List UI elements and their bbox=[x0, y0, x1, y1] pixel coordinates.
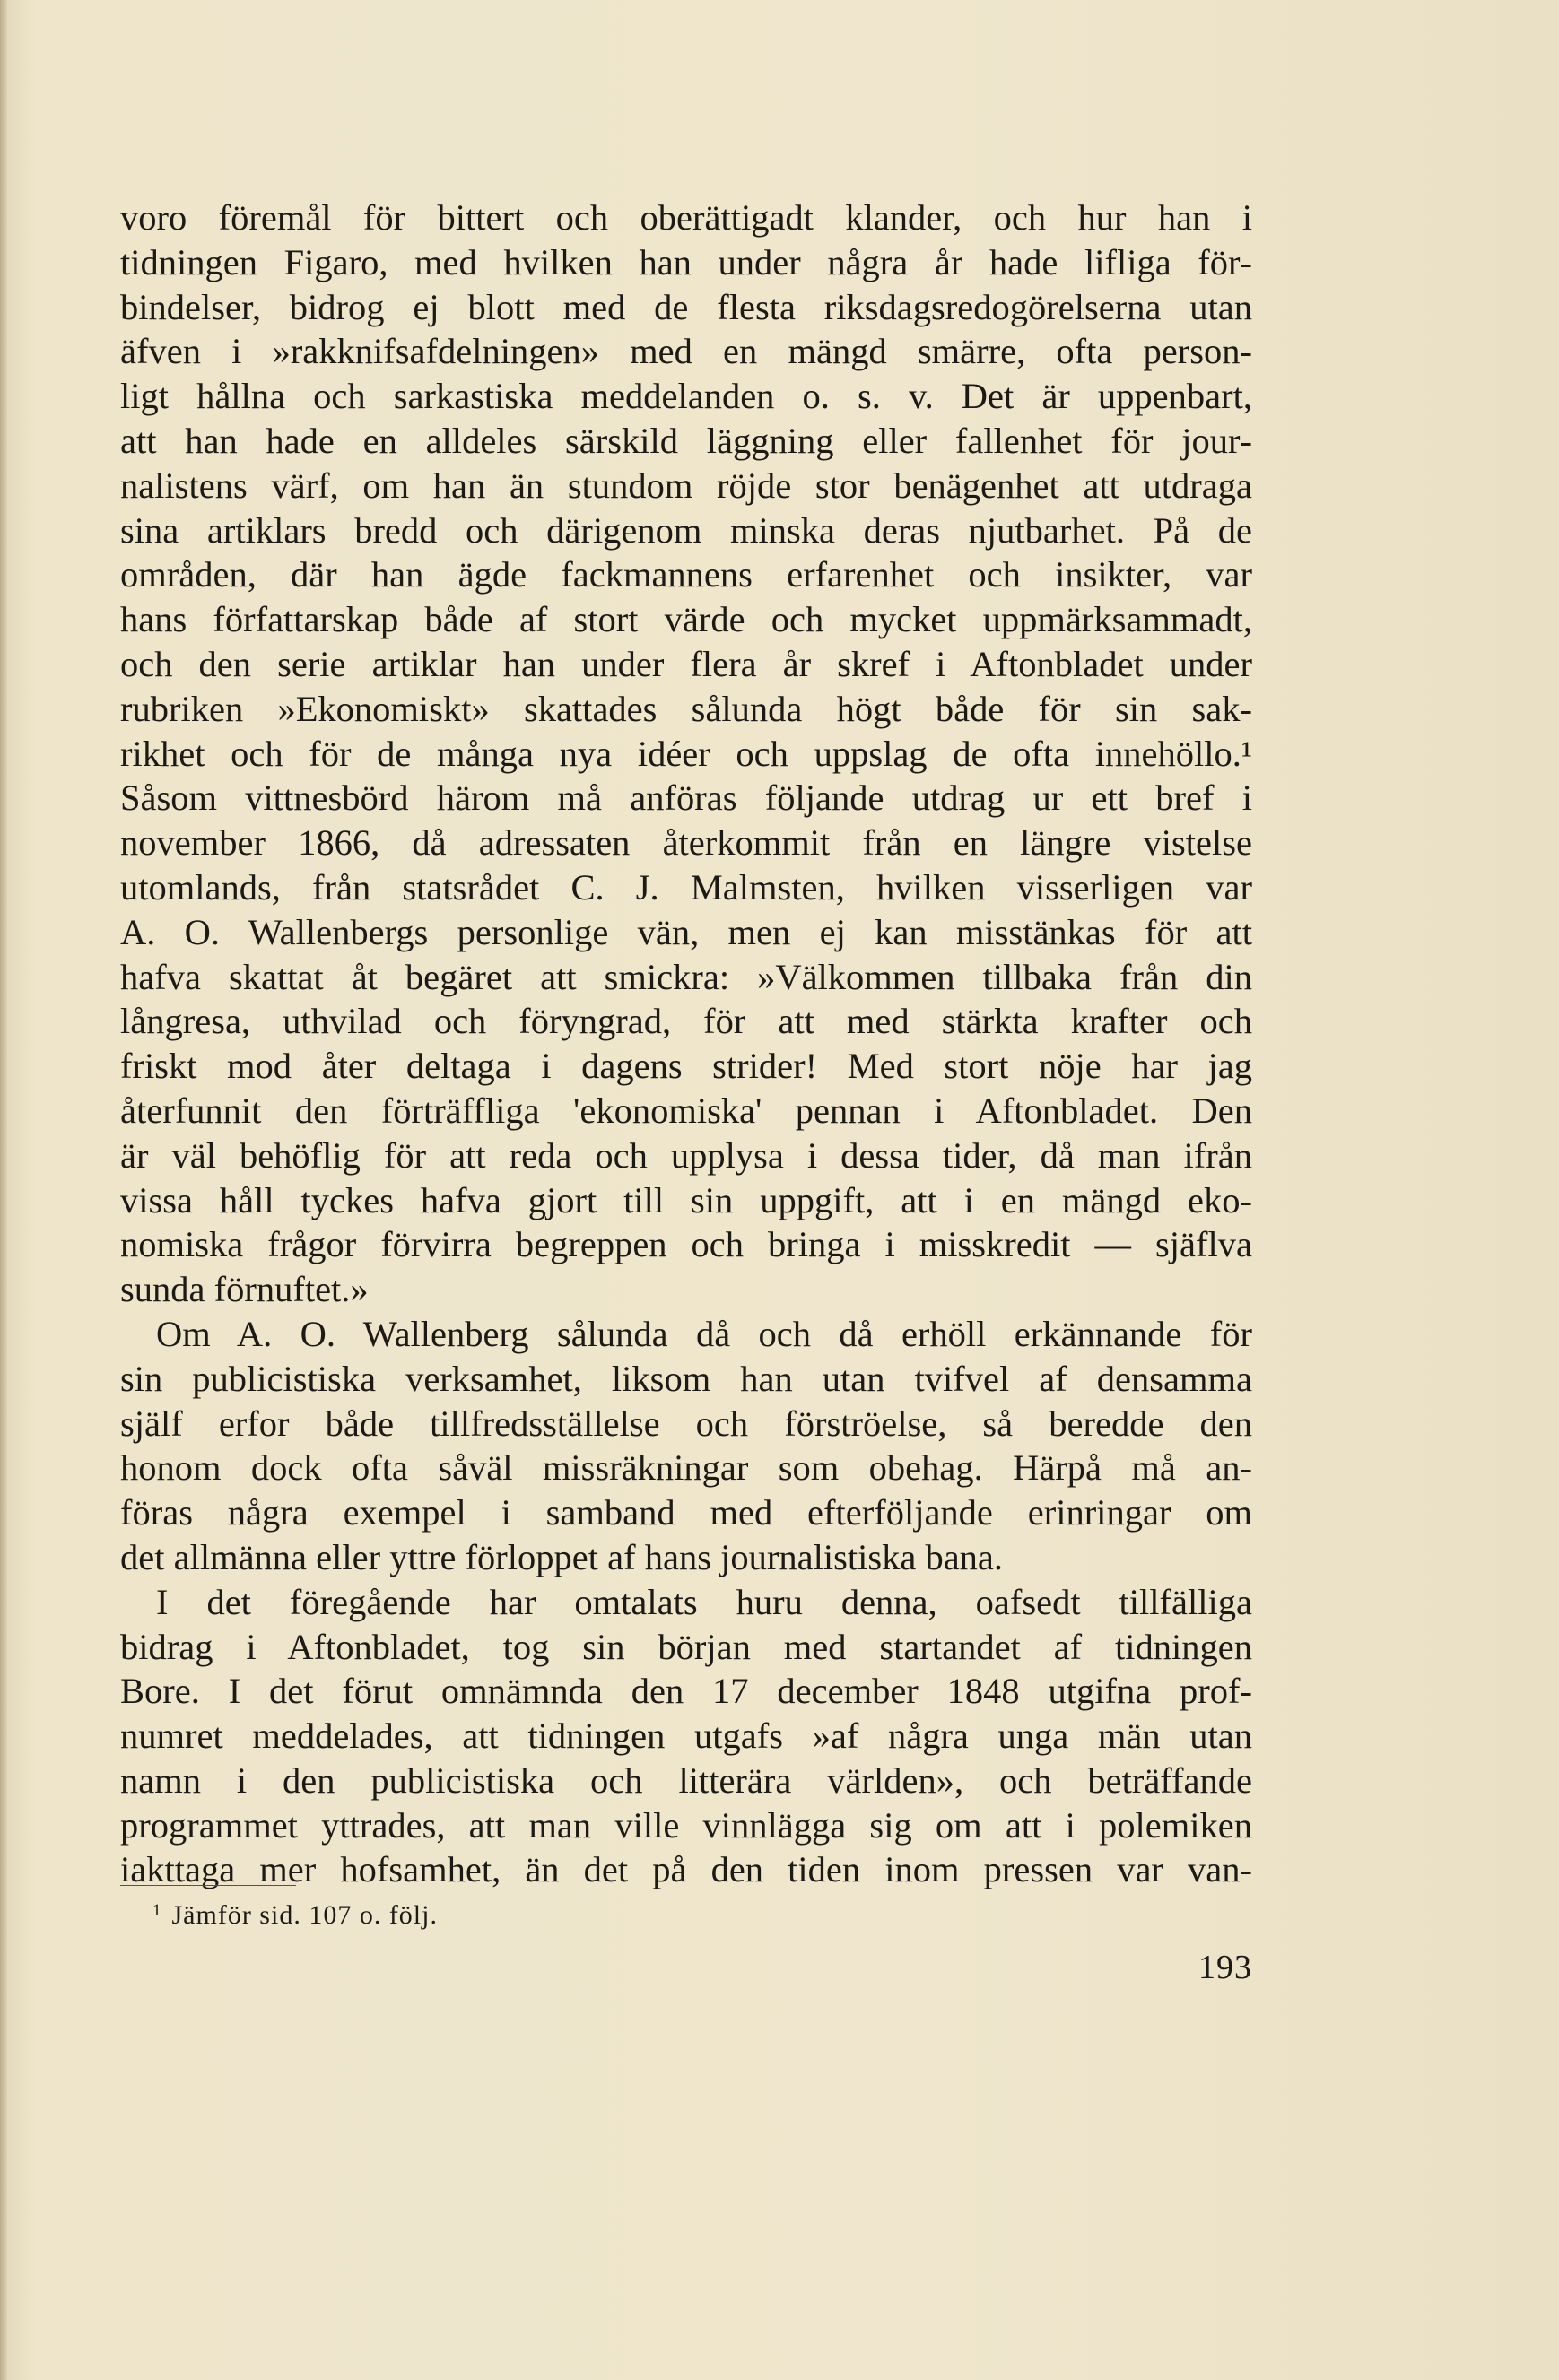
text-line: själf erfor både tillfredsställelse och förströelse, så beredde den bbox=[120, 1403, 1252, 1444]
text-line: återfunnit den förträffliga 'ekonomiska' pennan i Aftonbladet. Den bbox=[120, 1090, 1252, 1131]
text-line: voro föremål för bittert och oberättigadt klander, och hur han i bbox=[120, 197, 1252, 238]
footnote-text: Jämför sid. 107 o. följ. bbox=[171, 1900, 438, 1930]
text-line: I det föregående har omtalats huru denna, oafsedt tillfälliga bbox=[156, 1581, 1252, 1622]
text-line: ligt hållna och sarkastiska meddelanden o. s. v. Det är uppenbart, bbox=[120, 376, 1252, 417]
page-edge bbox=[0, 0, 7, 2380]
text-line: att han hade en alldeles särskild läggning eller fallenhet för jour‑ bbox=[120, 420, 1252, 461]
text-line: långresa, uthvilad och föryngrad, för att med stärkta krafter och bbox=[120, 1001, 1252, 1042]
text-line: numret meddelades, att tidningen utgafs »af några unga män utan bbox=[120, 1716, 1252, 1757]
text-line: det allmänna eller yttre förloppet af hans journalistiska bana. bbox=[120, 1536, 1004, 1577]
text-line: sunda förnuftet.» bbox=[120, 1269, 369, 1310]
text-line: namn i den publicistiska och litterära världen», och beträffande bbox=[120, 1759, 1252, 1801]
text-line: äfven i »rakknifsafdelningen» med en mängd smärre, ofta person‑ bbox=[120, 331, 1252, 372]
text-line: sin publicistiska verksamhet, liksom han utan tvifvel af densamma bbox=[120, 1358, 1252, 1399]
footnote-marker: 1 bbox=[152, 1901, 161, 1920]
page-number: 193 bbox=[1198, 1949, 1252, 1986]
text-line: Bore. I det förut omnämnda den 17 december 1848 utgifna prof‑ bbox=[120, 1671, 1252, 1712]
text-line: honom dock ofta såväl missräkningar som obehag. Härpå må an‑ bbox=[120, 1447, 1252, 1489]
text-line: november 1866, då adressaten återkommit från en längre vistelse bbox=[120, 822, 1252, 864]
text-line: Såsom vittnesbörd härom må anföras följande utdrag ur ett bref i bbox=[120, 777, 1252, 819]
text-line: utomlands, från statsrådet C. J. Malmsten, hvilken visserligen var bbox=[120, 866, 1252, 908]
text-line: sina artiklars bredd och därigenom minska deras njutbarhet. På de bbox=[120, 509, 1252, 551]
text-line: föras några exempel i samband med efterföljande erinringar om bbox=[120, 1492, 1252, 1533]
text-line: bidrag i Aftonbladet, tog sin början med startandet af tidningen bbox=[120, 1626, 1252, 1667]
text-line: bindelser, bidrog ej blott med de flesta riksdagsredogörelserna utan bbox=[120, 286, 1252, 327]
text-line: och den serie artiklar han under flera år skref i Aftonbladet under bbox=[120, 643, 1252, 684]
text-line: nalistens värf, om han än stundom röjde stor benägenhet att utdraga bbox=[120, 465, 1252, 506]
text-line: rikhet och för de många nya idéer och uppslag de ofta innehöllo.¹ bbox=[120, 733, 1252, 774]
text-line: nomiska frågor förvirra begreppen och bringa i misskredit — sjäflva bbox=[120, 1224, 1252, 1265]
text-line: områden, där han ägde fackmannens erfarenhet och insikter, var bbox=[120, 554, 1252, 595]
text-line: A. O. Wallenbergs personlige vän, men ej kan misstänkas för att bbox=[120, 911, 1252, 952]
footnote bbox=[152, 1895, 438, 1932]
footnote-rule bbox=[120, 1885, 296, 1886]
text-line: rubriken »Ekonomiskt» skattades sålunda högt både för sin sak‑ bbox=[120, 688, 1252, 729]
text-line: iakttaga mer hofsamhet, än det på den tiden inom pressen var van‑ bbox=[120, 1849, 1252, 1890]
text-line: Om A. O. Wallenberg sålunda då och då erhöll erkännande för bbox=[156, 1313, 1252, 1354]
text-line: hans författarskap både af stort värde och mycket uppmärksammadt, bbox=[120, 599, 1252, 640]
text-line: hafva skattat åt begäret att smickra: »Välkommen tillbaka från din bbox=[120, 956, 1252, 997]
text-line: programmet yttrades, att man ville vinnlägga sig om att i polemiken bbox=[120, 1804, 1252, 1846]
body-text bbox=[120, 195, 1252, 1892]
text-line: friskt mod åter deltaga i dagens strider! Med stort nöje har jag bbox=[120, 1046, 1252, 1087]
text-line: tidningen Figaro, med hvilken han under några år hade lifliga för‑ bbox=[120, 241, 1252, 282]
text-line: är väl behöflig för att reda och upplysa i dessa tider, då man ifrån bbox=[120, 1134, 1252, 1176]
text-line: vissa håll tyckes hafva gjort till sin uppgift, att i en mängd eko‑ bbox=[120, 1179, 1252, 1220]
